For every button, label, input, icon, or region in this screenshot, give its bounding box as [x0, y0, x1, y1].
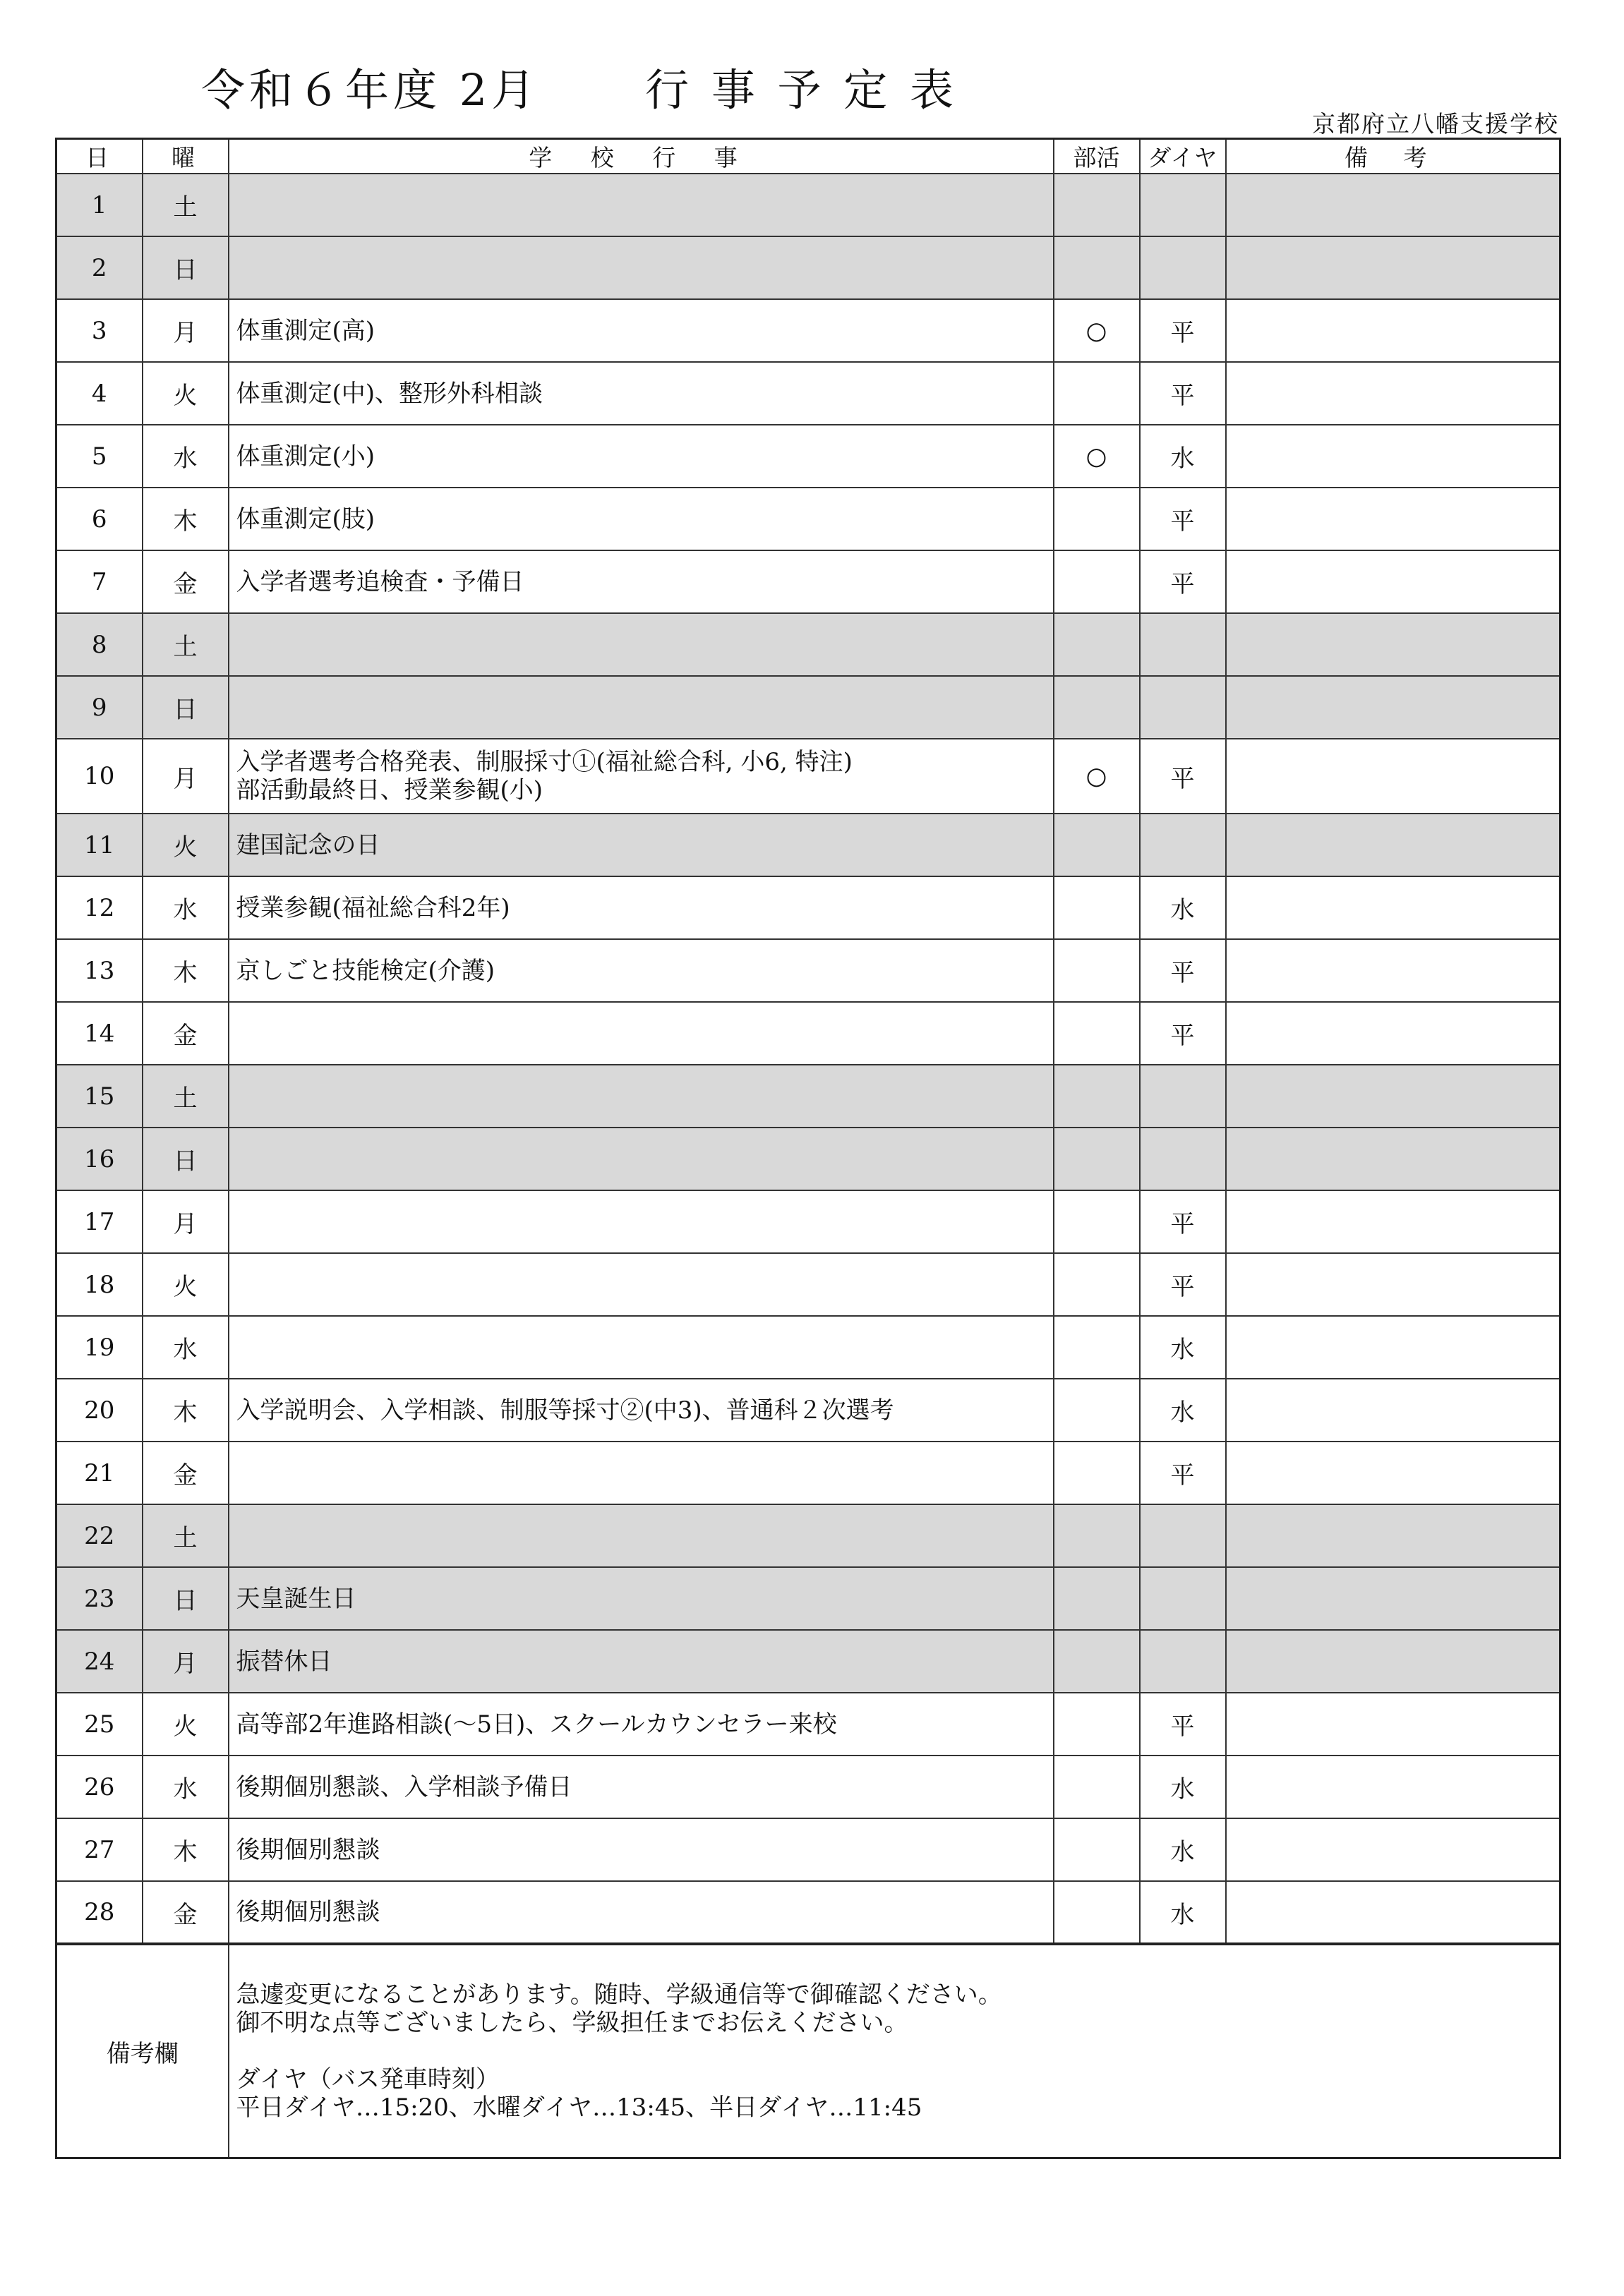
dia-cell [1140, 1065, 1226, 1128]
day-cell: 1 [56, 174, 143, 236]
day-cell: 28 [56, 1881, 143, 1944]
notes-line: 平日ダイヤ…15:20、水曜ダイヤ…13:45、半日ダイヤ…11:45 [236, 2093, 922, 2122]
table-row [56, 1379, 1560, 1442]
remarks-cell [1226, 1504, 1560, 1567]
remarks-cell [1226, 1630, 1560, 1693]
event-line: 高等部2年進路相談(～5日)、スクールカウンセラー来校 [236, 1710, 837, 1739]
events-cell [229, 1002, 1054, 1065]
remarks-cell [1226, 1002, 1560, 1065]
dia-cell: 水 [1140, 1379, 1226, 1442]
club-cell: ○ [1054, 299, 1140, 362]
table-row [56, 1756, 1560, 1818]
table-row [56, 613, 1560, 676]
weekday-cell: 日 [143, 676, 229, 739]
events-cell [229, 362, 1054, 425]
table-row [56, 174, 1560, 236]
events-cell [229, 1316, 1054, 1379]
dia-cell: 平 [1140, 1253, 1226, 1316]
table-row [56, 425, 1560, 488]
remarks-cell [1226, 1442, 1560, 1504]
events-cell [229, 1756, 1054, 1818]
remarks-cell [1226, 1881, 1560, 1944]
title-month: 令和６年度 2月 [201, 64, 540, 116]
events-cell [229, 299, 1054, 362]
weekday-cell: 土 [143, 1065, 229, 1128]
events-cell [229, 939, 1054, 1002]
weekday-cell: 日 [143, 236, 229, 299]
events-cell [229, 488, 1054, 550]
club-cell [1054, 1253, 1140, 1316]
remarks-cell [1226, 1128, 1560, 1190]
day-cell: 21 [56, 1442, 143, 1504]
weekday-cell: 土 [143, 174, 229, 236]
events-cell [229, 1442, 1054, 1504]
weekday-cell: 木 [143, 1818, 229, 1881]
table-row [56, 1818, 1560, 1881]
event-line: 振替休日 [236, 1647, 332, 1676]
day-cell: 25 [56, 1693, 143, 1756]
events-cell [229, 1693, 1054, 1756]
table-row [56, 1567, 1560, 1630]
table-row [56, 1504, 1560, 1567]
events-cell [229, 1567, 1054, 1630]
notes-line: ダイヤ（バス発車時刻） [236, 2065, 500, 2093]
event-line: 京しごと技能検定(介護) [236, 956, 495, 985]
weekday-cell: 水 [143, 876, 229, 939]
weekday-cell: 火 [143, 1693, 229, 1756]
remarks-cell [1226, 488, 1560, 550]
club-cell [1054, 613, 1140, 676]
club-cell [1054, 1442, 1140, 1504]
club-cell [1054, 1128, 1140, 1190]
club-cell [1054, 488, 1140, 550]
club-cell [1054, 1379, 1140, 1442]
notes-body [229, 1944, 1560, 2158]
event-line: 体重測定(小) [236, 442, 375, 471]
day-cell: 7 [56, 550, 143, 613]
event-line: 体重測定(肢) [236, 504, 375, 533]
table-row [56, 1316, 1560, 1379]
table-row [56, 939, 1560, 1002]
day-cell: 27 [56, 1818, 143, 1881]
event-line: 後期個別懇談 [236, 1898, 380, 1926]
page-title [201, 55, 958, 118]
club-cell [1054, 1693, 1140, 1756]
notes-label: 備考欄 [56, 1944, 229, 2158]
event-line: 入学説明会、入学相談、制服等採寸②(中3)、普通科２次選考 [236, 1396, 894, 1425]
remarks-cell [1226, 739, 1560, 814]
club-cell [1054, 676, 1140, 739]
remarks-cell [1226, 1756, 1560, 1818]
table-row [56, 1442, 1560, 1504]
weekday-cell: 水 [143, 1316, 229, 1379]
club-cell [1054, 1190, 1140, 1253]
dia-cell [1140, 1630, 1226, 1693]
col-header-day: 日 [56, 139, 143, 174]
day-cell: 5 [56, 425, 143, 488]
table-row [56, 1253, 1560, 1316]
col-header-events: 学 校 行 事 [229, 139, 1054, 174]
dia-cell: 水 [1140, 1818, 1226, 1881]
events-cell [229, 676, 1054, 739]
table-row [56, 1065, 1560, 1128]
table-row [56, 488, 1560, 550]
events-cell [229, 1630, 1054, 1693]
remarks-cell [1226, 550, 1560, 613]
weekday-cell: 金 [143, 1442, 229, 1504]
day-cell: 9 [56, 676, 143, 739]
table-row [56, 876, 1560, 939]
events-cell [229, 814, 1054, 876]
club-cell [1054, 1818, 1140, 1881]
weekday-cell: 木 [143, 1379, 229, 1442]
dia-cell: 平 [1140, 550, 1226, 613]
remarks-cell [1226, 814, 1560, 876]
day-cell: 26 [56, 1756, 143, 1818]
day-cell: 22 [56, 1504, 143, 1567]
dia-cell: 平 [1140, 1442, 1226, 1504]
events-cell [229, 739, 1054, 814]
weekday-cell: 水 [143, 425, 229, 488]
club-cell [1054, 1630, 1140, 1693]
dia-cell: 平 [1140, 299, 1226, 362]
dia-cell [1140, 1504, 1226, 1567]
weekday-cell: 月 [143, 1630, 229, 1693]
col-header-remarks: 備 考 [1226, 139, 1560, 174]
dia-cell: 平 [1140, 1693, 1226, 1756]
remarks-cell [1226, 299, 1560, 362]
remarks-cell [1226, 425, 1560, 488]
dia-cell [1140, 1567, 1226, 1630]
remarks-cell [1226, 876, 1560, 939]
weekday-cell: 土 [143, 1504, 229, 1567]
weekday-cell: 火 [143, 1253, 229, 1316]
table-row [56, 1002, 1560, 1065]
remarks-cell [1226, 1316, 1560, 1379]
day-cell: 4 [56, 362, 143, 425]
day-cell: 10 [56, 739, 143, 814]
club-cell [1054, 1065, 1140, 1128]
school-name: 京都府立八幡支援学校 [1312, 110, 1559, 138]
day-cell: 6 [56, 488, 143, 550]
dia-cell: 平 [1140, 939, 1226, 1002]
club-cell [1054, 550, 1140, 613]
table-row [56, 739, 1560, 814]
day-cell: 20 [56, 1379, 143, 1442]
day-cell: 2 [56, 236, 143, 299]
col-header-dia: ダイヤ [1140, 139, 1226, 174]
remarks-cell [1226, 1253, 1560, 1316]
notes-row [56, 1944, 1560, 2158]
table-row [56, 299, 1560, 362]
day-cell: 8 [56, 613, 143, 676]
event-line: 天皇誕生日 [236, 1584, 356, 1613]
weekday-cell: 土 [143, 613, 229, 676]
remarks-cell [1226, 1065, 1560, 1128]
events-cell [229, 1881, 1054, 1944]
notes-line: 御不明な点等ございましたら、学級担任までお伝えください。 [236, 2009, 908, 2037]
weekday-cell: 日 [143, 1567, 229, 1630]
remarks-cell [1226, 939, 1560, 1002]
weekday-cell: 火 [143, 814, 229, 876]
dia-cell: 平 [1140, 1190, 1226, 1253]
dia-cell: 水 [1140, 425, 1226, 488]
weekday-cell: 火 [143, 362, 229, 425]
events-cell [229, 1128, 1054, 1190]
remarks-cell [1226, 613, 1560, 676]
table-row [56, 1630, 1560, 1693]
table-row [56, 236, 1560, 299]
remarks-cell [1226, 1818, 1560, 1881]
event-line: 部活動最終日、授業参観(小) [236, 776, 543, 804]
schedule-table [55, 138, 1561, 2159]
club-cell: ○ [1054, 739, 1140, 814]
weekday-cell: 金 [143, 1881, 229, 1944]
day-cell: 24 [56, 1630, 143, 1693]
day-cell: 14 [56, 1002, 143, 1065]
dia-cell: 水 [1140, 1881, 1226, 1944]
remarks-cell [1226, 174, 1560, 236]
club-cell: ○ [1054, 425, 1140, 488]
remarks-cell [1226, 1379, 1560, 1442]
club-cell [1054, 1316, 1140, 1379]
dia-cell [1140, 174, 1226, 236]
events-cell [229, 1379, 1054, 1442]
event-line: 体重測定(高) [236, 316, 375, 345]
dia-cell: 平 [1140, 1002, 1226, 1065]
day-cell: 3 [56, 299, 143, 362]
club-cell [1054, 1756, 1140, 1818]
table-row [56, 814, 1560, 876]
event-line: 後期個別懇談 [236, 1835, 380, 1864]
remarks-cell [1226, 1190, 1560, 1253]
dia-cell: 水 [1140, 876, 1226, 939]
remarks-cell [1226, 1693, 1560, 1756]
weekday-cell: 木 [143, 939, 229, 1002]
day-cell: 23 [56, 1567, 143, 1630]
remarks-cell [1226, 236, 1560, 299]
dia-cell: 平 [1140, 488, 1226, 550]
dia-cell: 平 [1140, 739, 1226, 814]
day-cell: 11 [56, 814, 143, 876]
weekday-cell: 水 [143, 1756, 229, 1818]
remarks-cell [1226, 676, 1560, 739]
weekday-cell: 月 [143, 1190, 229, 1253]
club-cell [1054, 236, 1140, 299]
weekday-cell: 金 [143, 550, 229, 613]
weekday-cell: 月 [143, 299, 229, 362]
title-schedule: 行 事 予 定 表 [645, 64, 958, 116]
dia-cell [1140, 236, 1226, 299]
events-cell [229, 876, 1054, 939]
events-cell [229, 1253, 1054, 1316]
events-cell [229, 174, 1054, 236]
club-cell [1054, 1504, 1140, 1567]
day-cell: 19 [56, 1316, 143, 1379]
event-line: 体重測定(中)、整形外科相談 [236, 379, 543, 408]
events-cell [229, 236, 1054, 299]
table-row [56, 1128, 1560, 1190]
events-cell [229, 1190, 1054, 1253]
dia-cell [1140, 1128, 1226, 1190]
table-row [56, 1693, 1560, 1756]
event-line: 入学者選考追検査・予備日 [236, 567, 524, 596]
weekday-cell: 木 [143, 488, 229, 550]
dia-cell [1140, 613, 1226, 676]
day-cell: 16 [56, 1128, 143, 1190]
event-line: 建国記念の日 [236, 830, 380, 859]
events-cell [229, 1065, 1054, 1128]
club-cell [1054, 939, 1140, 1002]
day-cell: 18 [56, 1253, 143, 1316]
club-cell [1054, 1881, 1140, 1944]
club-cell [1054, 1002, 1140, 1065]
event-line: 入学者選考合格発表、制服採寸①(福祉総合科, 小6, 特注) [236, 748, 853, 776]
table-header-row [56, 139, 1560, 174]
club-cell [1054, 174, 1140, 236]
remarks-cell [1226, 362, 1560, 425]
events-cell [229, 1818, 1054, 1881]
table-row [56, 550, 1560, 613]
day-cell: 15 [56, 1065, 143, 1128]
dia-cell [1140, 676, 1226, 739]
notes-line [236, 2037, 1560, 2065]
weekday-cell: 月 [143, 739, 229, 814]
weekday-cell: 金 [143, 1002, 229, 1065]
day-cell: 12 [56, 876, 143, 939]
events-cell [229, 1504, 1054, 1567]
dia-cell: 水 [1140, 1316, 1226, 1379]
col-header-weekday: 曜 [143, 139, 229, 174]
dia-cell: 水 [1140, 1756, 1226, 1818]
event-line: 授業参観(福祉総合科2年) [236, 893, 510, 922]
dia-cell [1140, 814, 1226, 876]
events-cell [229, 613, 1054, 676]
club-cell [1054, 876, 1140, 939]
events-cell [229, 550, 1054, 613]
dia-cell: 平 [1140, 362, 1226, 425]
club-cell [1054, 362, 1140, 425]
event-line: 後期個別懇談、入学相談予備日 [236, 1772, 572, 1801]
day-cell: 13 [56, 939, 143, 1002]
table-row [56, 362, 1560, 425]
table-row [56, 1190, 1560, 1253]
events-cell [229, 425, 1054, 488]
table-row [56, 676, 1560, 739]
table-row [56, 1881, 1560, 1944]
club-cell [1054, 1567, 1140, 1630]
remarks-cell [1226, 1567, 1560, 1630]
notes-line: 急遽変更になることがあります。随時、学級通信等で御確認ください。 [236, 1981, 1002, 2009]
club-cell [1054, 814, 1140, 876]
weekday-cell: 日 [143, 1128, 229, 1190]
day-cell: 17 [56, 1190, 143, 1253]
col-header-club: 部活 [1054, 139, 1140, 174]
